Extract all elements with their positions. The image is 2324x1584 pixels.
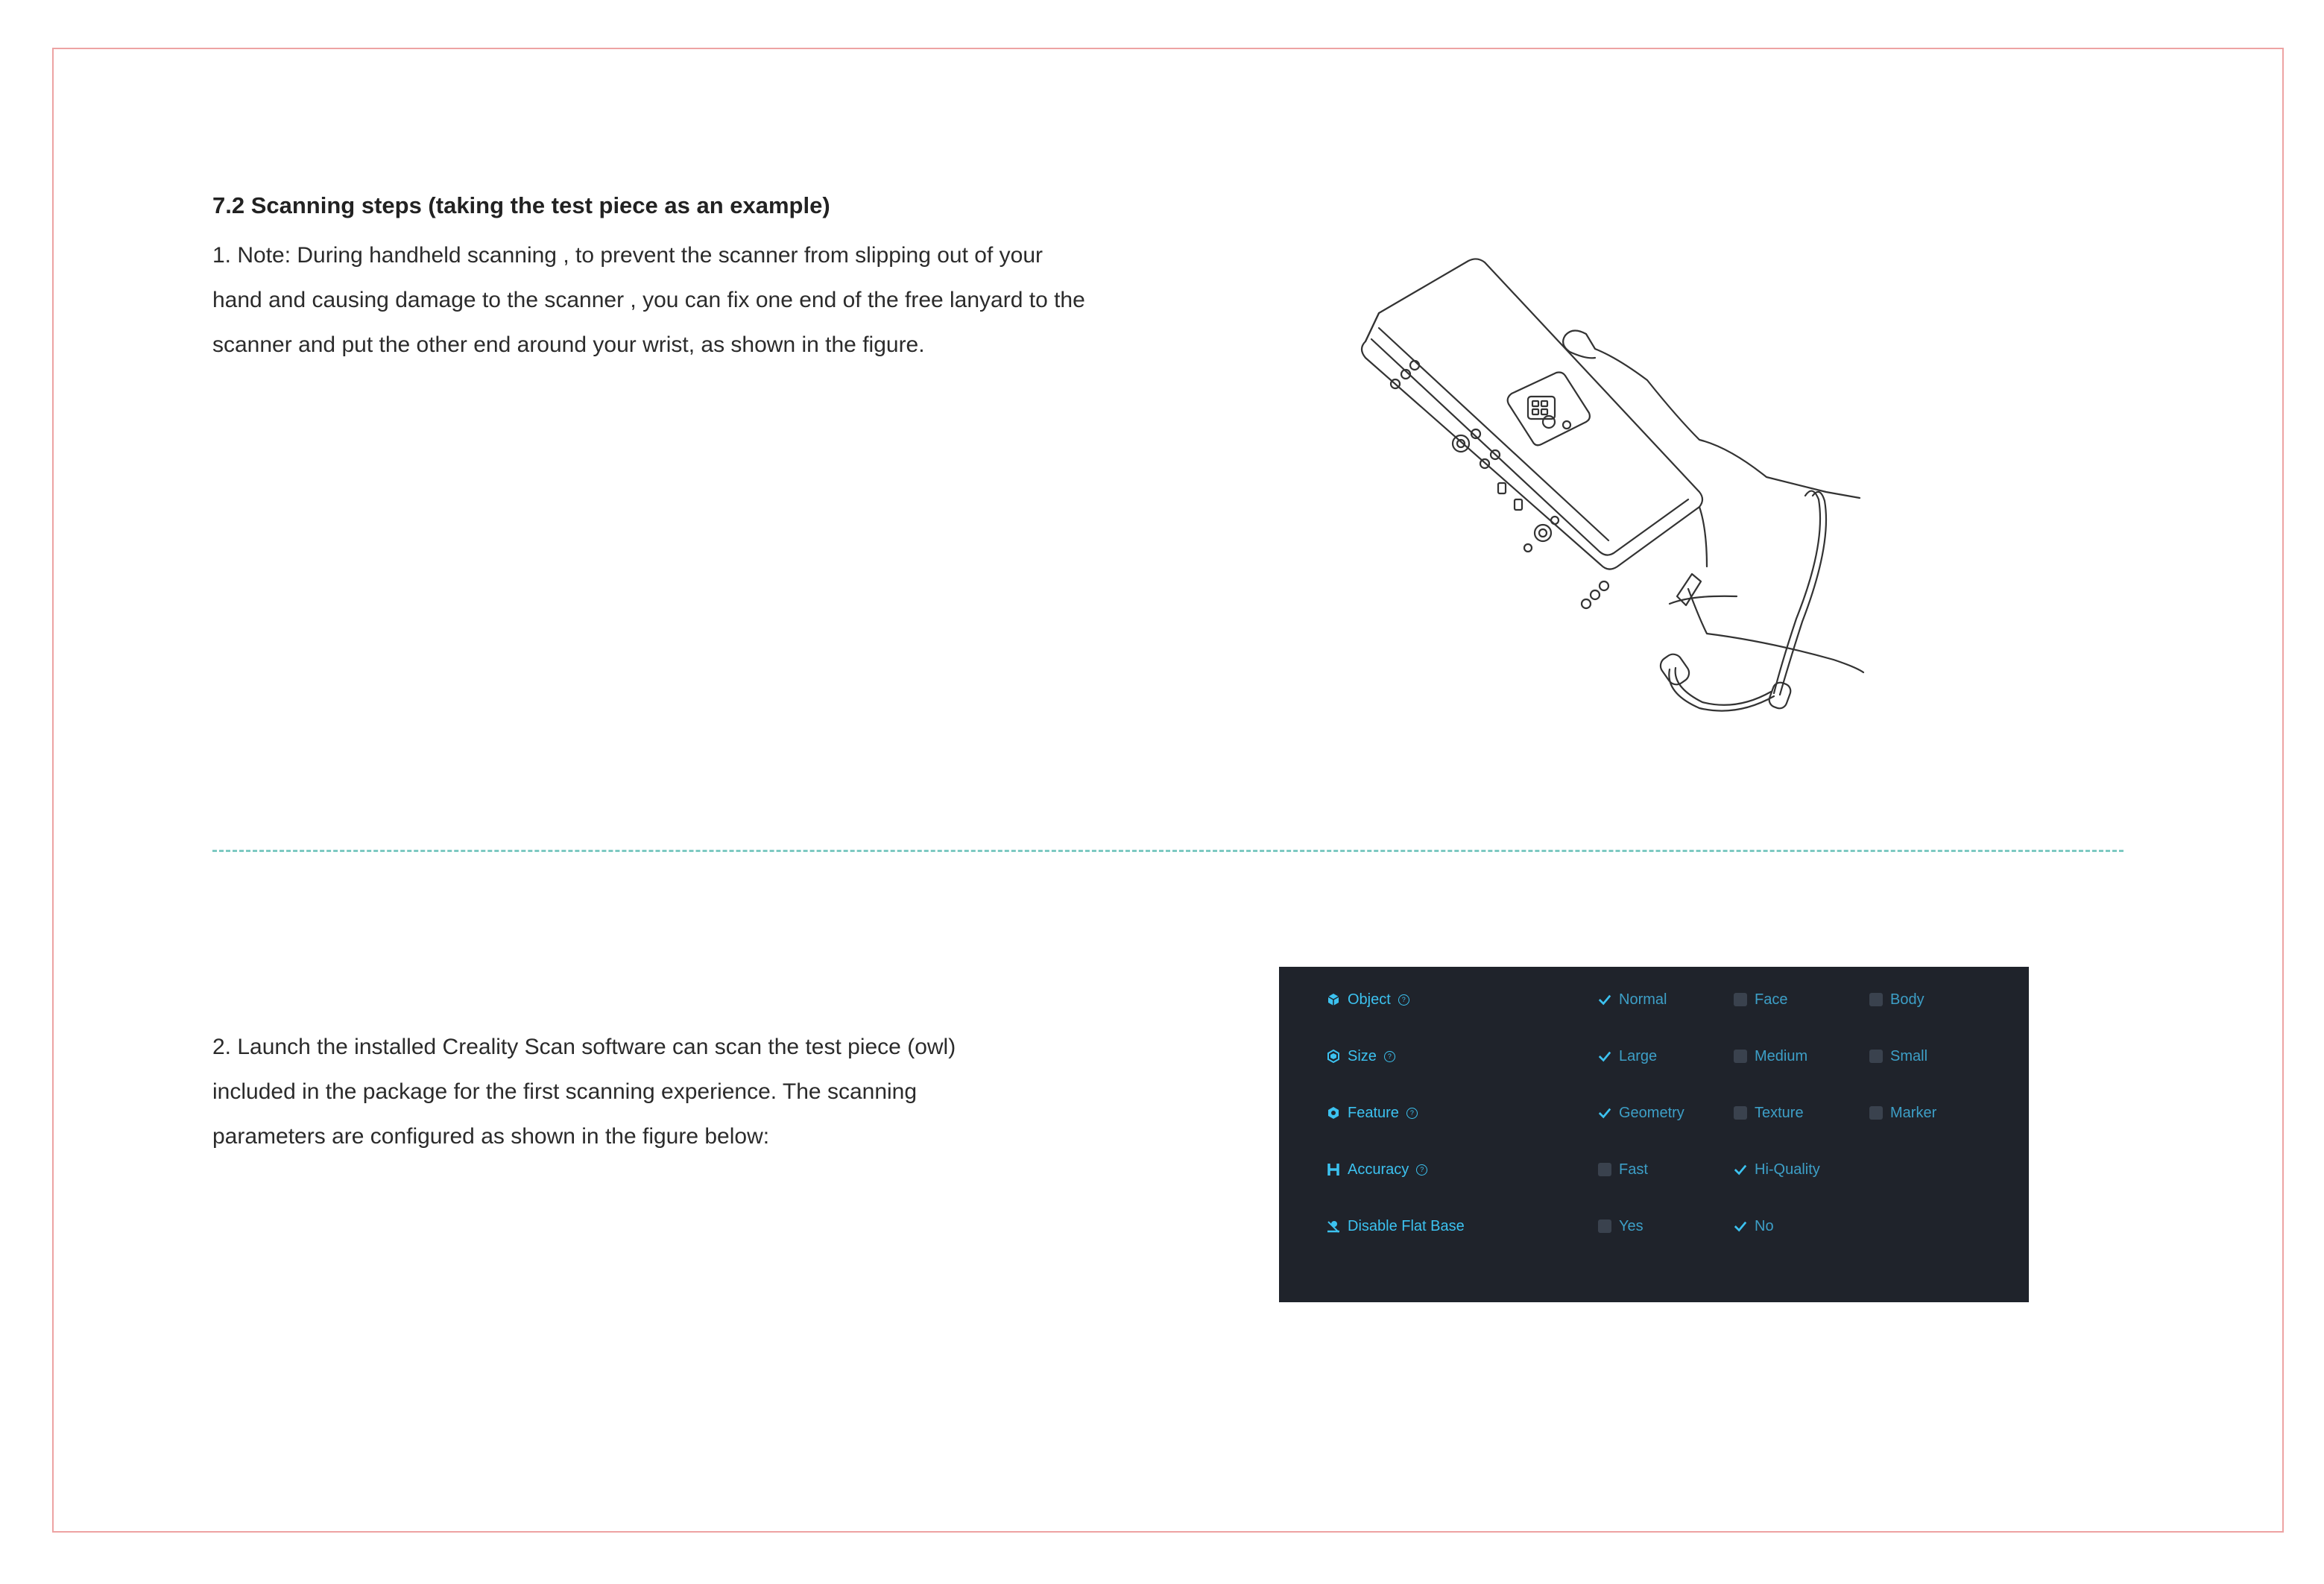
step-1-line: hand and causing damage to the scanner , you can fix one end of the free lanyard to the xyxy=(212,288,1085,312)
param-label xyxy=(1325,1155,1427,1184)
option-fast[interactable] xyxy=(1598,1155,1648,1184)
param-row-object xyxy=(1279,985,2029,1015)
scan-parameters-panel xyxy=(1279,967,2029,1302)
option-label: Hi-Quality xyxy=(1755,1161,1820,1178)
checkbox-unchecked[interactable] xyxy=(1598,1219,1611,1233)
option-medium[interactable] xyxy=(1734,1041,1807,1071)
section-divider xyxy=(212,850,2124,852)
option-label: Yes xyxy=(1619,1217,1643,1234)
option-geometry[interactable] xyxy=(1598,1098,1684,1128)
param-label xyxy=(1325,1211,1465,1241)
checkbox-checked[interactable] xyxy=(1734,1163,1747,1176)
option-large[interactable] xyxy=(1598,1041,1657,1071)
checkbox-unchecked[interactable] xyxy=(1598,1163,1611,1176)
checkbox-unchecked[interactable] xyxy=(1869,993,1883,1006)
param-label-text: Accuracy xyxy=(1348,1161,1409,1178)
param-label-text: Feature xyxy=(1348,1104,1399,1121)
option-yes[interactable] xyxy=(1598,1211,1643,1241)
step-2-text xyxy=(212,1025,1204,1159)
option-face[interactable] xyxy=(1734,985,1787,1015)
param-label xyxy=(1325,1041,1395,1071)
option-small[interactable] xyxy=(1869,1041,1927,1071)
checkbox-unchecked[interactable] xyxy=(1869,1050,1883,1063)
param-label xyxy=(1325,985,1409,1015)
step-1-text xyxy=(212,233,1204,367)
option-body[interactable] xyxy=(1869,985,1924,1015)
option-label: Texture xyxy=(1755,1104,1804,1121)
checkbox-checked[interactable] xyxy=(1598,993,1611,1006)
option-hi-quality[interactable] xyxy=(1734,1155,1820,1184)
param-label xyxy=(1325,1098,1418,1128)
step-1-line: scanner and put the other end around your wrist, as shown in the figure. xyxy=(212,332,925,357)
checkbox-unchecked[interactable] xyxy=(1734,1050,1747,1063)
checkbox-checked[interactable] xyxy=(1598,1106,1611,1120)
param-label-text: Disable Flat Base xyxy=(1348,1217,1465,1234)
option-label: Medium xyxy=(1755,1047,1808,1064)
h-icon xyxy=(1325,1161,1342,1178)
checkbox-unchecked[interactable] xyxy=(1734,993,1747,1006)
option-label: Face xyxy=(1755,991,1788,1008)
option-label: Small xyxy=(1890,1047,1928,1064)
checkbox-checked[interactable] xyxy=(1734,1219,1747,1233)
param-row-feature xyxy=(1279,1098,2029,1128)
help-icon[interactable]: ? xyxy=(1384,1051,1395,1062)
step-1-line: 1. Note: During handheld scanning , to prevent the scanner from slipping out of your xyxy=(212,243,1043,268)
param-label-text: Object xyxy=(1348,991,1391,1008)
param-row-size xyxy=(1279,1041,2029,1071)
option-label: Normal xyxy=(1619,991,1667,1008)
scanner-hand-illustration xyxy=(1349,246,1930,723)
help-icon[interactable]: ? xyxy=(1398,994,1409,1006)
param-row-disable-flat-base xyxy=(1279,1211,2029,1241)
size-cube-icon xyxy=(1325,1048,1342,1064)
cube-icon xyxy=(1325,991,1342,1008)
checkbox-unchecked[interactable] xyxy=(1734,1106,1747,1120)
option-label: Marker xyxy=(1890,1104,1937,1121)
step-2-line: parameters are configured as shown in the figure below: xyxy=(212,1124,770,1149)
option-marker[interactable] xyxy=(1869,1098,1936,1128)
option-label: No xyxy=(1755,1217,1774,1234)
param-label-text: Size xyxy=(1348,1047,1377,1064)
step-2-line: included in the package for the first scanning experience. The scanning xyxy=(212,1079,918,1104)
section-heading: 7.2 Scanning steps (taking the test piece as an example) xyxy=(212,192,830,218)
option-label: Geometry xyxy=(1619,1104,1684,1121)
help-icon[interactable]: ? xyxy=(1416,1164,1427,1176)
checkbox-unchecked[interactable] xyxy=(1869,1106,1883,1120)
option-label: Body xyxy=(1890,991,1924,1008)
option-normal[interactable] xyxy=(1598,985,1667,1015)
step-2-line: 2. Launch the installed Creality Scan software can scan the test piece (owl) xyxy=(212,1035,956,1059)
feature-icon xyxy=(1325,1105,1342,1121)
checkbox-checked[interactable] xyxy=(1598,1050,1611,1063)
option-texture[interactable] xyxy=(1734,1098,1804,1128)
option-no[interactable] xyxy=(1734,1211,1774,1241)
option-label: Large xyxy=(1619,1047,1658,1064)
option-label: Fast xyxy=(1619,1161,1648,1178)
help-icon[interactable]: ? xyxy=(1406,1108,1418,1119)
flat-base-icon xyxy=(1325,1218,1342,1234)
param-row-accuracy xyxy=(1279,1155,2029,1184)
